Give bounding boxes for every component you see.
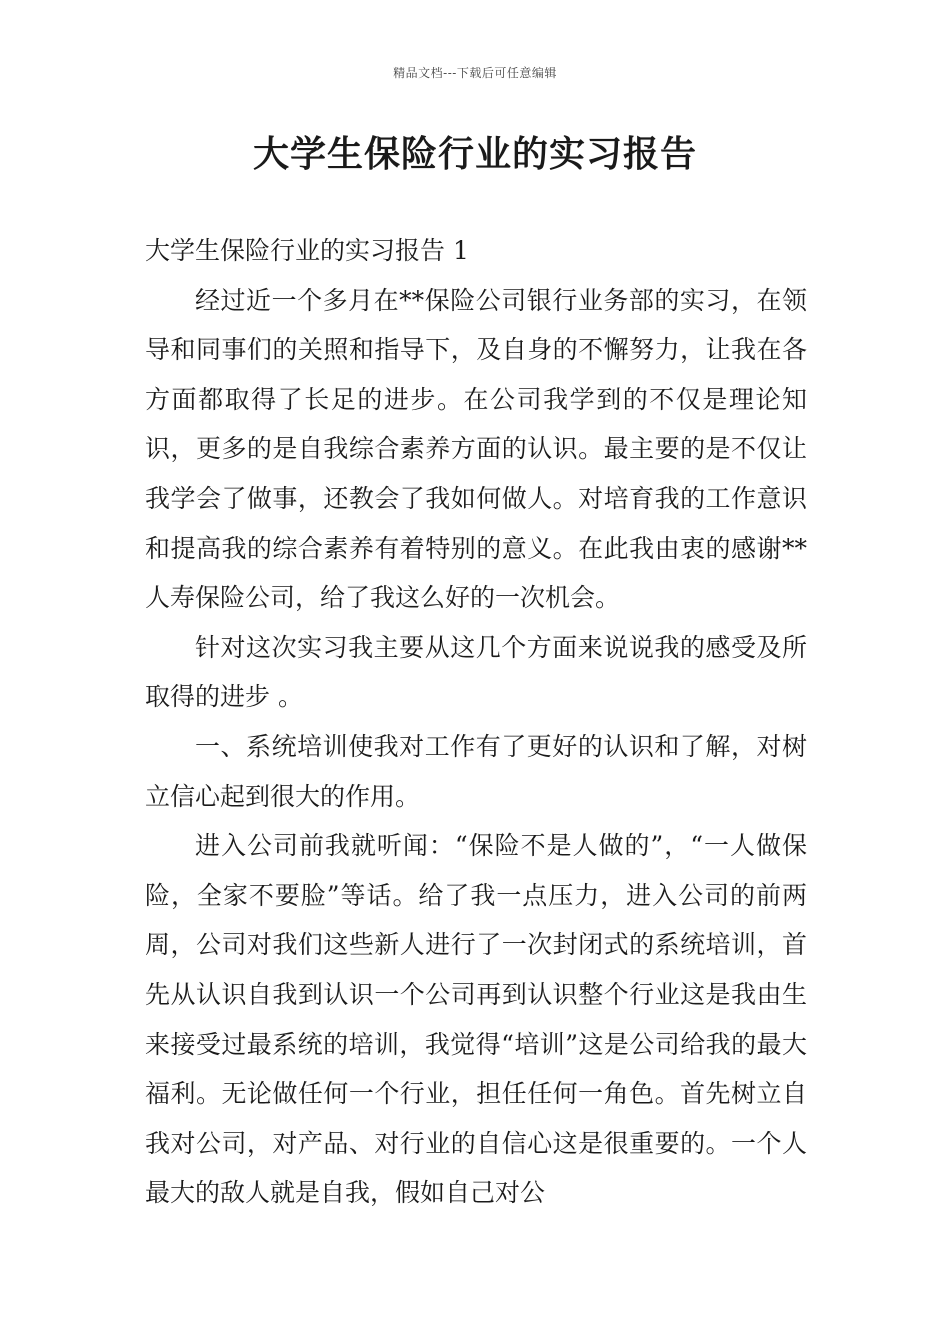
paragraph-point-one: 一、系统培训使我对工作有了更好的认识和了解，对树立信心起到很大的作用。 [145, 731, 807, 811]
document-body [145, 226, 807, 1218]
section-heading: 大学生保险行业的实习报告 1 [145, 236, 469, 265]
paragraph-intro: 经过近一个多月在**保险公司银行业务部的实习，在领导和同事们的关照和指导下，及自身的不懈努力，让我在各方面都取得了长足的进步。在公司我学到的不仅是理论知识，更多的是自我综合素养方面的认识。最主要的是不仅让我学会了做事，还教会了我如何做人。对培育我的工作意识和提高我的综合素养有着特别的意义。在此我由衷的感谢**人寿保险公司，给了我这么好的一次机会。 [145, 285, 807, 613]
paragraph-outline: 针对这次实习我主要从这几个方面来说说我的感受及所取得的进步 。 [145, 632, 807, 712]
document-title: 大学生保险行业的实习报告 [252, 134, 697, 175]
paragraph-training: 进入公司前我就听闻：“保险不是人做的”，“一人做保险，全家不要脸”等话。给了我一点压力，进入公司的前两周，公司对我们这些新人进行了一次封闭式的系统培训，首先从认识自我到认识一个公司再到认识整个行业这是我由生来接受过最系统的培训，我觉得“培训”这是公司给我的最大福利。无论做任何一个行业，担任任何一角色。首先树立自我对公司，对产品、对行业的自信心这是很重要的。一个人最大的敌人就是自我，假如自己对公 [145, 831, 807, 1208]
header-note: 精品文档---下载后可任意编辑 [393, 66, 557, 80]
